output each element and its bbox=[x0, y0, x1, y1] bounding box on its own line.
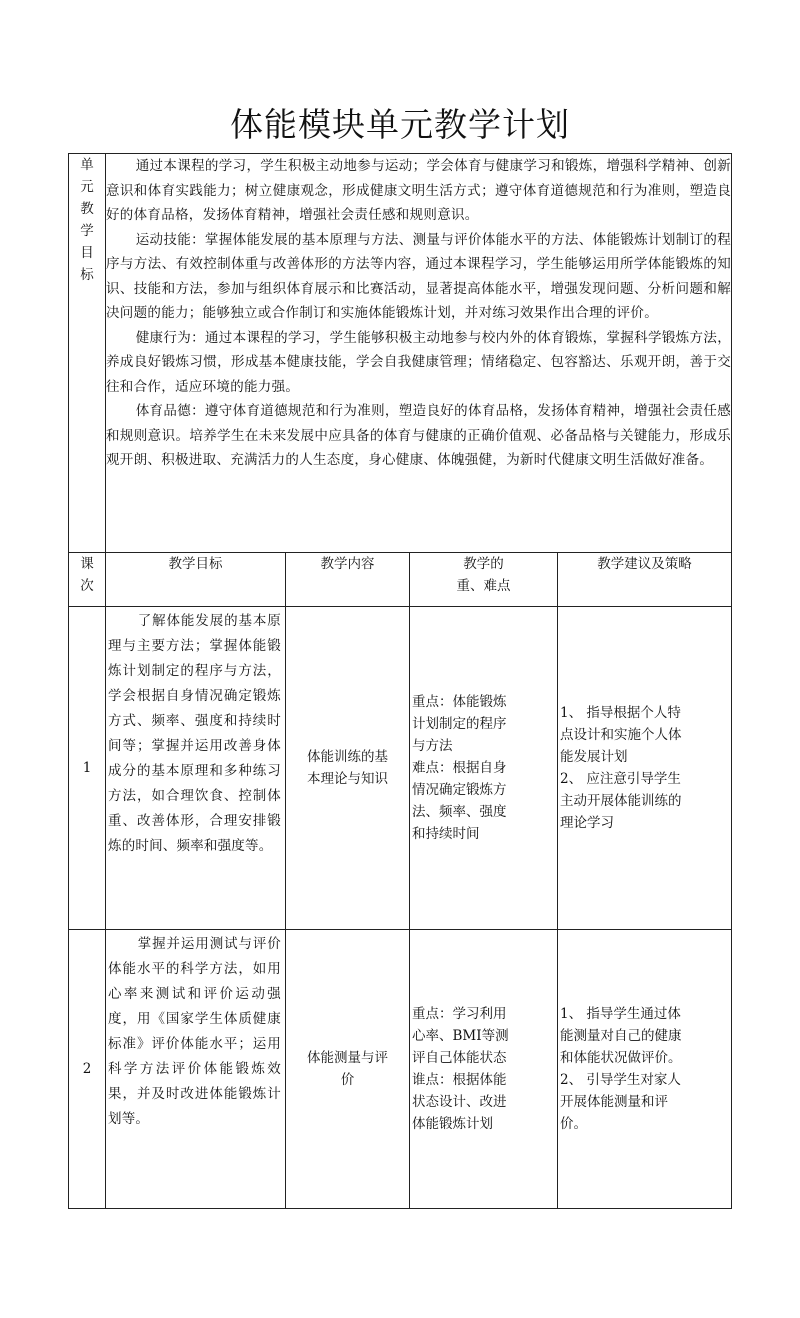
header-content: 教学内容 bbox=[286, 553, 410, 607]
lesson-objective: 了解体能发展的基本原理与主要方法；掌握体能锻炼计划制定的程序与方法，学会根据自身情况确定锻炼方式、频率、强度和持续时间等；掌握并运用改善身体成分的基本原理和多种练习方法，如合理饮食、控制体重、改善体形，合理安排锻炼的时间、频率和强度等。 bbox=[106, 607, 286, 930]
header-suggestion: 教学建议及策略 bbox=[558, 553, 732, 607]
lesson-suggestion: 1、 指导根据个人特 点设计和实施个人体 能发展计划 2、 应注意引导学生 主动开展体能训练的 理论学习 bbox=[558, 607, 732, 930]
goal-text bbox=[106, 154, 732, 553]
lesson-objective: 掌握并运用测试与评价体能水平的科学方法，如用心率来测试和评价运动强度，用《国家学生体质健康标准》评价体能水平；运用科学方法评价体能锻炼效果，并及时改进体能锻炼计划等。 bbox=[106, 930, 286, 1209]
header-row bbox=[69, 553, 732, 607]
goal-paragraph-morality: 体育品德：遵守体育道德规范和行为准则，塑造良好的体育品格，发扬体育精神，增强社会责任感和规则意识。培养学生在未来发展中应具备的体育与健康的正确价值观、必备品格与关键能力，形成乐观开朗、积极进取、充满活力的人生态度，身心健康、体魄强健，为新时代健康文明生活做好准备。 bbox=[106, 403, 732, 468]
goal-paragraph-skills: 运动技能：掌握体能发展的基本原理与方法、测量与评价体能水平的方法、体能锻炼计划制订的程序与方法、有效控制体重与改善体形的方法等内容，通过本课程学习，学生能够运用所学体能锻炼的知识、技能和方法，参加与组织体育展示和比赛活动，显著提高体能水平，增强发现问题、分析问题和解决问题的能力；能够独立或合作制订和实施体能锻炼计划，并对练习效果作出合理的评价。 bbox=[106, 231, 732, 321]
goal-paragraph-intro: 通过本课程的学习，学生积极主动地参与运动；学会体育与健康学习和锻炼，增强科学精神、创新意识和体育实践能力；树立健康观念，形成健康文明生活方式；遵守体育道德规范和行为准则，塑造良好的体育品格，发扬体育精神，增强社会责任感和规则意识。 bbox=[106, 158, 732, 223]
goal-paragraph-health: 健康行为：通过本课程的学习，学生能够积极主动地参与校内外的体育锻炼，掌握科学锻炼方法，养成良好锻炼习惯，形成基本健康技能，学会自我健康管理；情绪稳定、包容豁达、乐观开朗，善于交往和合作，适应环境的能力强。 bbox=[106, 329, 732, 395]
goal-row bbox=[69, 154, 732, 553]
table-row bbox=[69, 930, 732, 1209]
lesson-suggestion: 1、 指导学生通过体 能测量对自己的健康 和体能状况做评价。 2、 引导学生对家人 开展体能测量和评 价。 bbox=[558, 930, 732, 1209]
teaching-plan-table bbox=[68, 153, 732, 1209]
header-objective: 教学目标 bbox=[106, 553, 286, 607]
table-row bbox=[69, 607, 732, 930]
lesson-key-points: 重点：体能锻炼 计划制定的程序 与方法 难点：根据自身 情况确定锻炼方 法、频率、强度 和持续时间 bbox=[410, 607, 558, 930]
lesson-number: 2 bbox=[69, 930, 106, 1209]
lesson-content: 体能测量与评 价 bbox=[286, 930, 410, 1209]
lesson-content: 体能训练的基 本理论与知识 bbox=[286, 607, 410, 930]
header-lesson: 课 次 bbox=[69, 553, 106, 607]
lesson-key-points: 重点：学习利用 心率、BMI等测 评自己体能状态 谁点：根据体能 状态设计、改进 体能锻炼计划 bbox=[410, 930, 558, 1209]
page-title: 体能模块单元教学计划 bbox=[230, 105, 570, 144]
goal-label: 单 元 教 学 目 标 bbox=[69, 154, 106, 553]
lesson-number: 1 bbox=[69, 607, 106, 930]
header-key-points: 教学的 重、难点 bbox=[410, 553, 558, 607]
